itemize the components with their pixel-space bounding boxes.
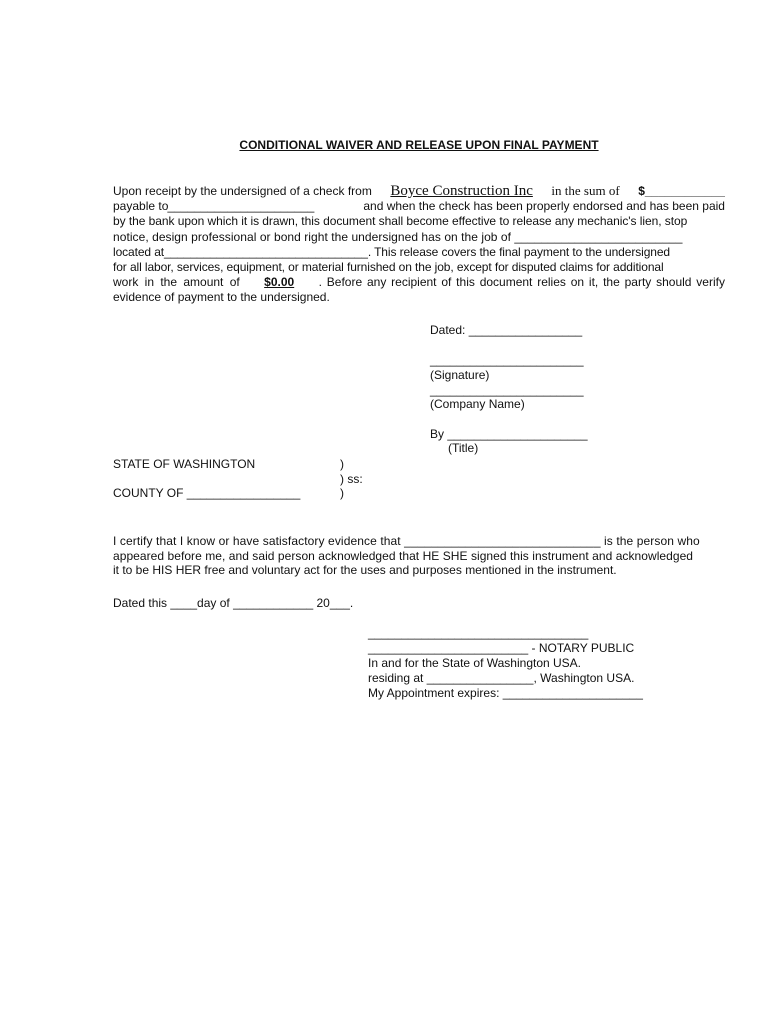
waiver-line-1a: Upon receipt by the undersigned of a check from: [113, 184, 372, 198]
waiver-line-3: by the bank upon which it is drawn, this document shall become effective to release any mechanic's lien, stop: [113, 214, 688, 229]
waiver-line-8: evidence of payment to the undersigned.: [113, 290, 330, 305]
waiver-line-2a: payable to: [113, 199, 169, 214]
signature-label: (Signature): [430, 368, 490, 382]
notary-appointment-line: My Appointment expires: _____________________: [368, 686, 643, 700]
venue-paren-3: ): [340, 486, 344, 500]
notary-state-line: In and for the State of Washington USA.: [368, 656, 582, 670]
title-label: (Title): [448, 441, 479, 455]
waiver-line-2b: and when the check has been properly endorsed and has been paid: [363, 199, 725, 214]
by-line: By _____________________: [430, 427, 588, 441]
notary-public-line: ________________________ - NOTARY PUBLIC: [368, 641, 635, 655]
document-title: CONDITIONAL WAIVER AND RELEASE UPON FINAL PAYMENT: [239, 138, 599, 152]
state-label: STATE OF WASHINGTON: [113, 457, 256, 471]
payee-blank: ______________________: [167, 199, 315, 214]
waiver-line-1b: in the sum of: [551, 183, 620, 198]
release-amount: $0.00: [264, 275, 295, 290]
dated-line: Dated: _________________: [430, 323, 583, 337]
waiver-line-5: located at_______________________________. This release covers the final payment to the undersigned: [113, 244, 670, 259]
county-label: COUNTY OF _________________: [113, 486, 301, 500]
waiver-line-7b: . Before any recipient of this document relies on it, the party should verify: [318, 275, 725, 290]
notary-residing-line: residing at ________________, Washington USA.: [368, 671, 635, 685]
company-name-line: _______________________: [430, 383, 584, 397]
certify-paragraph: [113, 534, 725, 578]
certify-line-3: it to be HIS HER free and voluntary act for the uses and purposes mentioned in the instrument.: [113, 563, 617, 578]
waiver-paragraph: [113, 183, 725, 306]
venue-ss: ) ss:: [340, 472, 363, 486]
company-name-label: (Company Name): [430, 397, 525, 411]
waiver-line-4: notice, design professional or bond right the undersigned has on the job of _________________________: [113, 229, 683, 244]
company-name: Boyce Construction Inc: [390, 183, 533, 199]
dated-this-line: Dated this ____day of ____________ 20___.: [113, 596, 354, 610]
signature-line: _______________________: [430, 353, 584, 367]
waiver-line-7a: work in the amount of: [113, 275, 240, 290]
waiver-line-6: for all labor, services, equipment, or material furnished on the job, except for disputed claims for additional: [113, 260, 664, 275]
certify-line-1: I certify that I know or have satisfactory evidence that _____________________________ is the person who: [113, 534, 700, 548]
sum-field: $____________: [638, 184, 725, 198]
venue-paren-1: ): [340, 457, 344, 471]
certify-line-2: appeared before me, and said person acknowledged that HE SHE signed this instrument and acknowledged: [113, 548, 694, 563]
notary-signature-line: _________________________________: [368, 626, 589, 640]
